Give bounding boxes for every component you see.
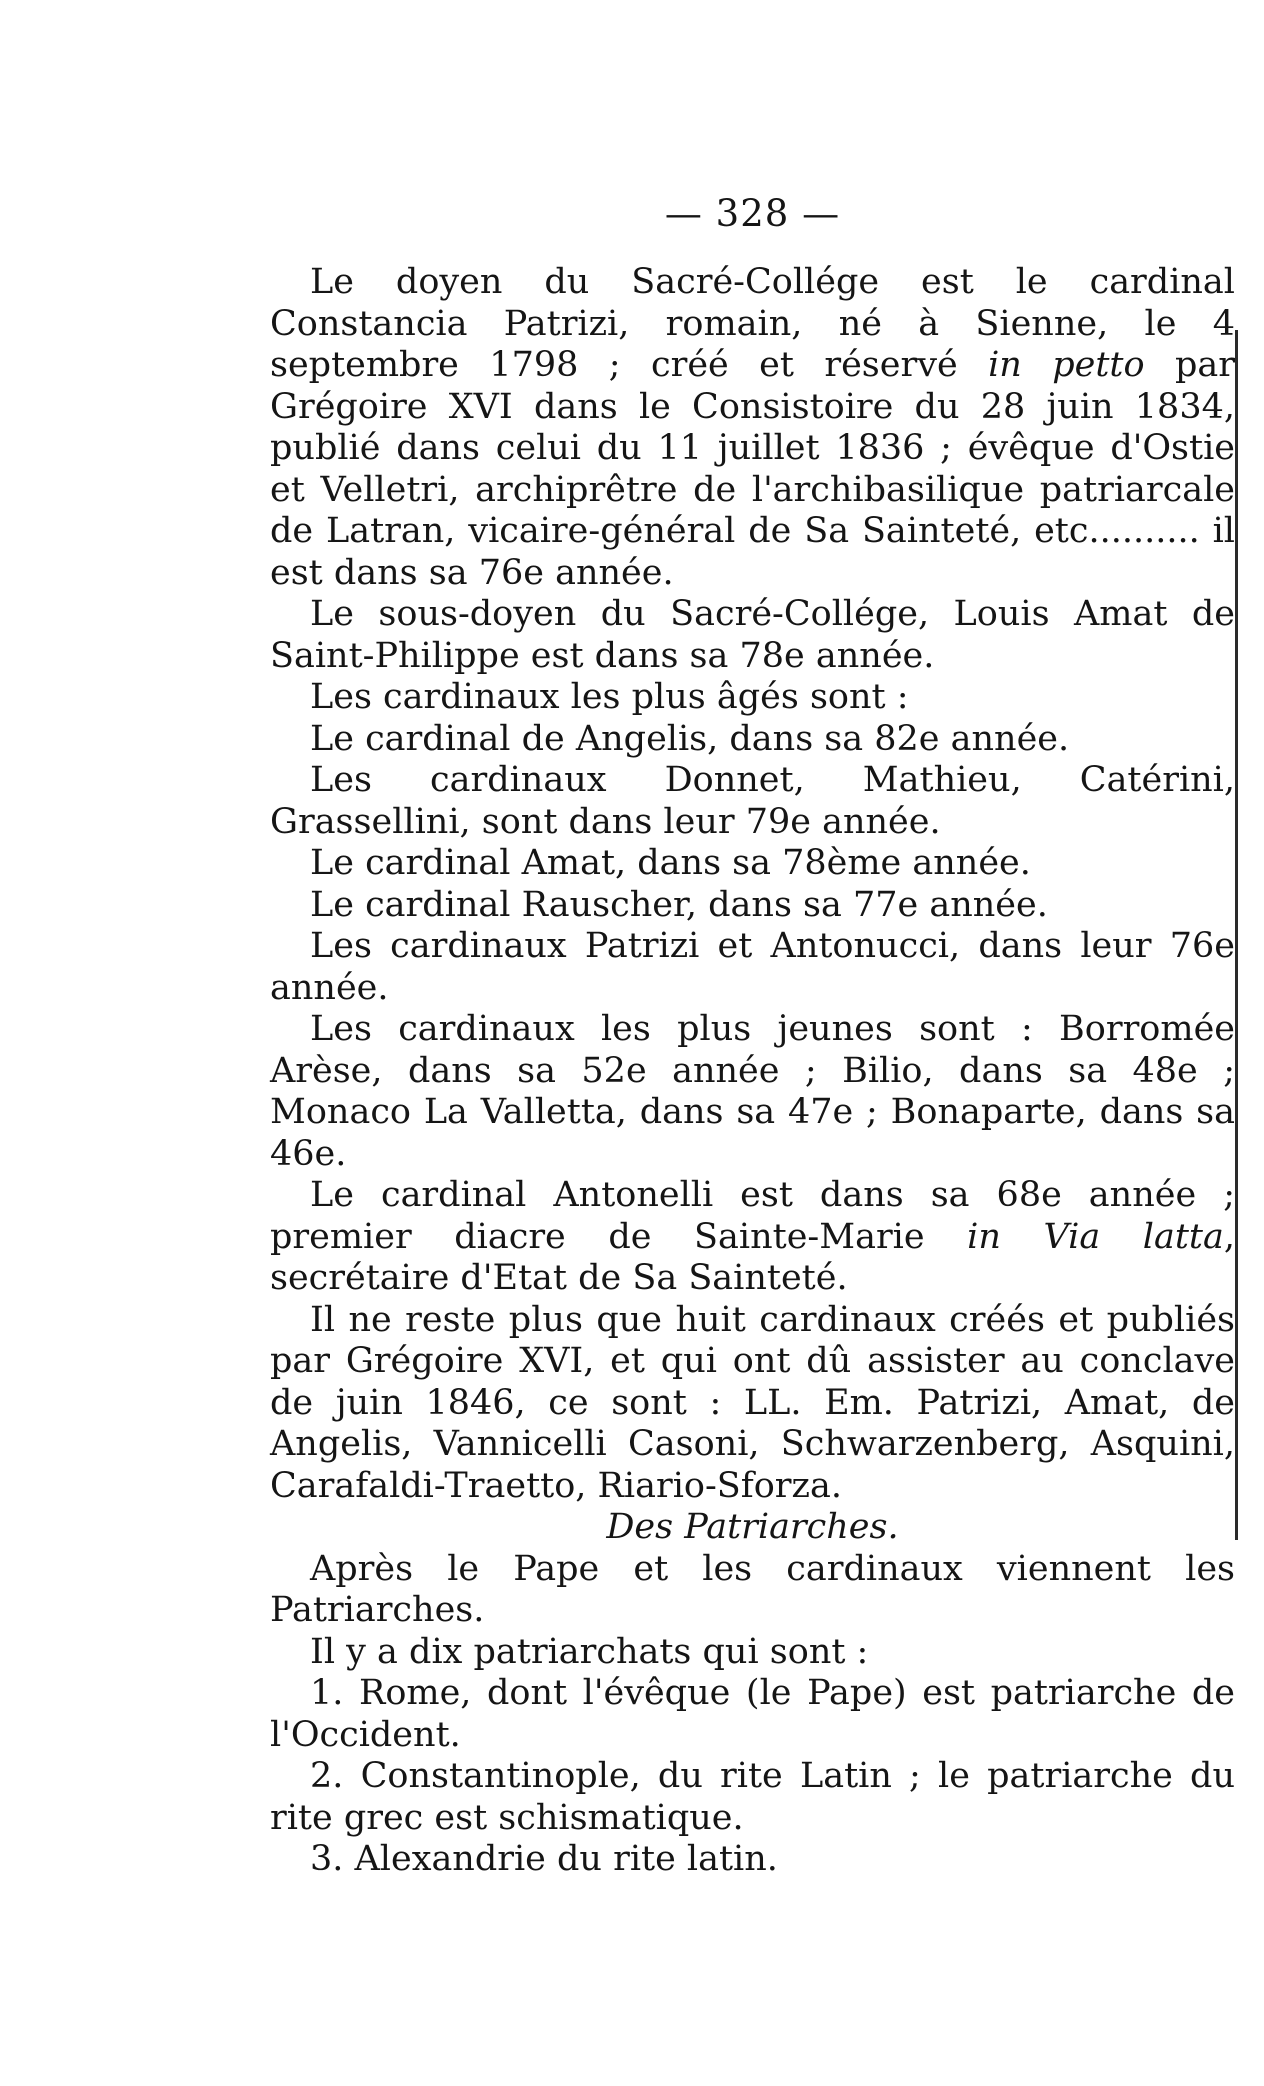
text-run: Le cardinal Antonelli est dans sa 68e année ; premier diacre de Sainte-Marie — [270, 1175, 1235, 1257]
text-run: Le cardinal de Angelis, dans sa 82e année. — [310, 718, 1070, 759]
paragraph-patriarches — [270, 1549, 1235, 1632]
paragraph-doyen — [270, 262, 1235, 594]
text-run: par Grégoire XVI dans le Consistoire du 28 juin 1834, publié dans celui du 11 juillet 1836 ; évêque d'Ostie et Velletri, archiprêtre de l'archibasilique patriarcale de Latran, vicaire-général de Sa Sainteté, etc.......... il est dans sa 76e année. — [270, 345, 1235, 593]
list-item-rome — [270, 1673, 1235, 1756]
text-run: Les cardinaux les plus âgés sont : — [310, 677, 909, 717]
page-number: — 328 — — [664, 192, 841, 235]
text-run: Le cardinal Rauscher, dans sa 77e année. — [310, 884, 1048, 925]
paragraph-rauscher — [270, 885, 1235, 927]
paragraph-plus-jeunes — [270, 1009, 1235, 1175]
paragraph-de-angelis — [270, 719, 1235, 761]
text-run: 3. Alexandrie du rite latin. — [310, 1839, 778, 1879]
paragraph-amat — [270, 843, 1235, 885]
text-run: Les cardinaux Patrizi et Antonucci, dans leur 76e année. — [270, 926, 1235, 1008]
text-run: Le sous-doyen du Sacré-Collége, Louis Amat de Saint-Philippe est dans sa 78e année. — [270, 594, 1235, 676]
paragraph-patrizi-antonucci — [270, 926, 1235, 1009]
paragraph-dix-patriarchats — [270, 1632, 1235, 1674]
section-heading: Des Patriarches. — [606, 1507, 899, 1547]
text-run: Les cardinaux les plus jeunes sont : Borromée Arèse, dans sa 52e année ; Bilio, dans sa 48e ; Monaco La Valletta, dans sa 47e ; Bonaparte, dans sa 46e. — [270, 1009, 1235, 1174]
paragraph-plus-ages — [270, 677, 1235, 719]
list-item-alexandrie — [270, 1839, 1235, 1881]
italic-run: in petto — [988, 345, 1145, 385]
paragraph-huit-cardinaux — [270, 1300, 1235, 1508]
text-run: Après le Pape et les cardinaux viennent les Patriarches. — [270, 1548, 1235, 1630]
text-run: , secrétaire d'Etat de Sa Sainteté. — [270, 1216, 1235, 1298]
page-edge-rule — [1235, 330, 1238, 1540]
text-run: Il ne reste plus que huit cardinaux créés et publiés par Grégoire XVI, et qui ont dû assister au conclave de juin 1846, ce sont : LL. Em. Patrizi, Amat, de Angelis, Vannicelli Casoni, Schwarzenberg, Asquini, Carafaldi-Traetto, Riario-Sforza. — [270, 1299, 1235, 1506]
text-run: Le cardinal Amat, dans sa 78ème année. — [310, 843, 1031, 883]
text-run: 1. Rome, dont l'évêque (le Pape) est patriarche de l'Occident. — [270, 1673, 1235, 1755]
text-run: Il y a dix patriarchats qui sont : — [310, 1631, 869, 1672]
text-run: Le doyen du Sacré-Collége est le cardinal Constancia Patrizi, romain, né à Sienne, le 4 septembre 1798 ; créé et réservé — [270, 262, 1235, 385]
text-block — [270, 192, 1235, 1881]
paragraph-antonelli — [270, 1175, 1235, 1300]
text-run: Les cardinaux Donnet, Mathieu, Catérini, Grassellini, sont dans leur 79e année. — [270, 760, 1235, 842]
paragraph-79e-annee — [270, 760, 1235, 843]
paragraph-sous-doyen — [270, 594, 1235, 677]
text-run: 2. Constantinople, du rite Latin ; le patriarche du rite grec est schismatique. — [270, 1756, 1235, 1838]
italic-run: in Via latta — [967, 1216, 1224, 1257]
list-item-constantinople — [270, 1756, 1235, 1839]
